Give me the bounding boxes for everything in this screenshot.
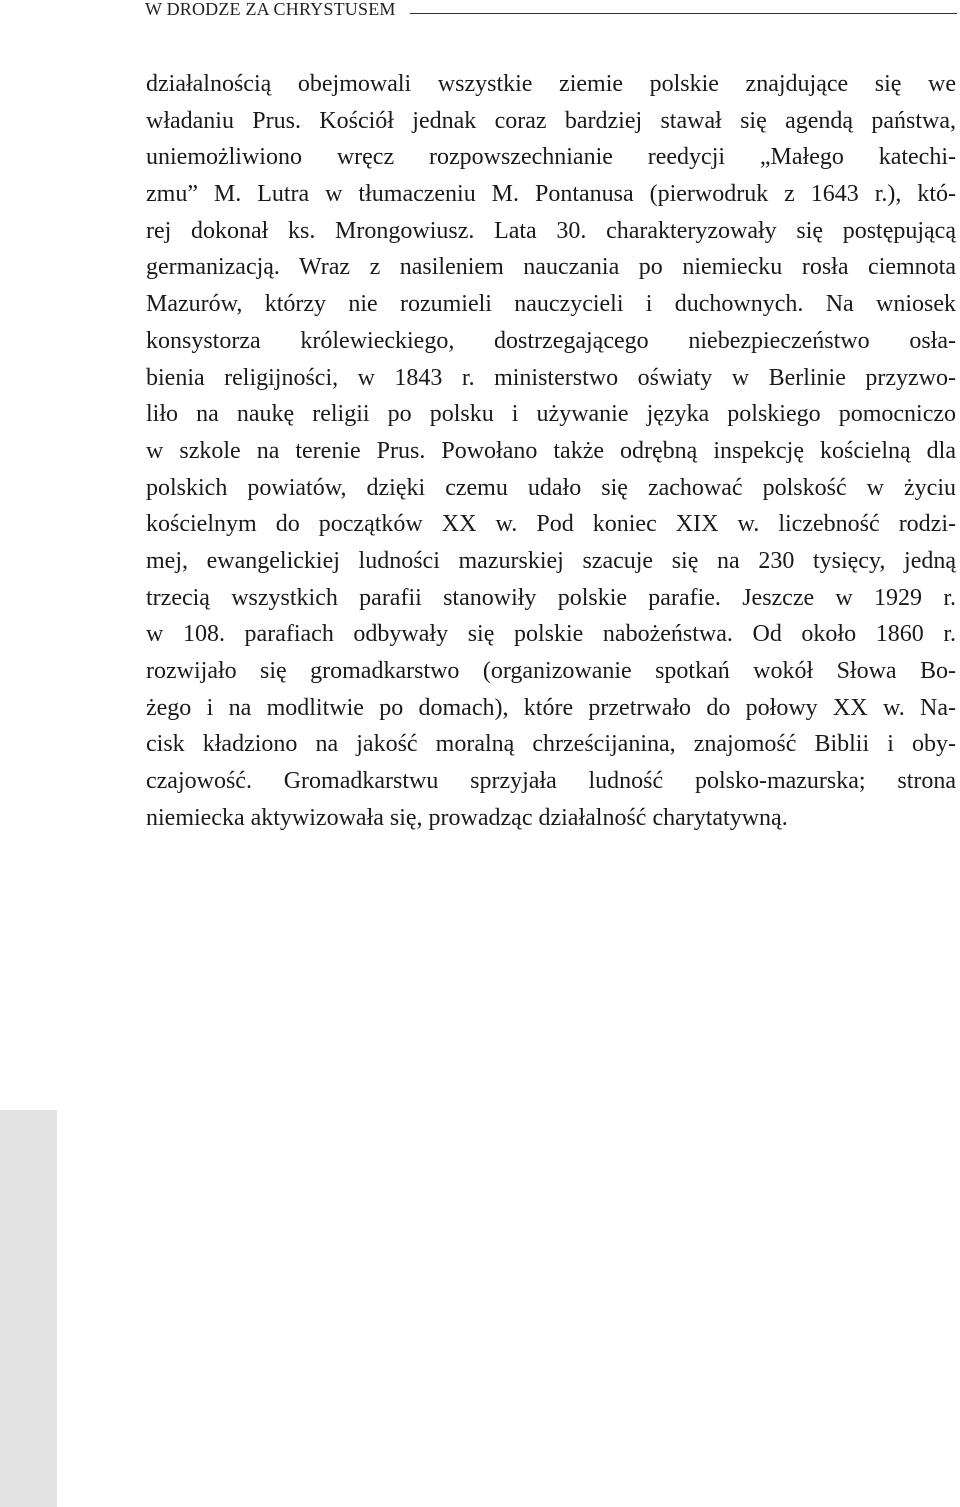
text-line: cisk kładziono na jakość moralną chrześcijanina, znajomość Biblii i oby- bbox=[146, 731, 956, 758]
page-edge-tab bbox=[0, 1110, 57, 1507]
text-line: władaniu Prus. Kościół jednak coraz bardziej stawał się agendą państwa, bbox=[146, 107, 956, 134]
body-paragraph bbox=[146, 66, 956, 836]
text-line: konsystorza królewieckiego, dostrzegającego niebezpieczeństwo osła- bbox=[146, 327, 956, 354]
text-line: polskich powiatów, dzięki czemu udało się zachować polskość w życiu bbox=[146, 474, 956, 501]
header-rule bbox=[410, 13, 957, 14]
text-line: trzecią wszystkich parafii stanowiły polskie parafie. Jeszcze w 1929 r. bbox=[146, 584, 956, 611]
running-header bbox=[145, 0, 957, 20]
text-line: Mazurów, którzy nie rozumieli nauczycieli i duchownych. Na wniosek bbox=[146, 291, 956, 318]
text-line: działalnością obejmowali wszystkie ziemie polskie znajdujące się we bbox=[146, 71, 956, 97]
text-line-last: niemiecka aktywizowała się, prowadząc działalność charytatywną. bbox=[146, 804, 788, 831]
text-line: rej dokonał ks. Mrongowiusz. Lata 30. charakteryzowały się postępującą bbox=[146, 217, 956, 244]
text-line: zmu” M. Lutra w tłumaczeniu M. Pontanusa (pierwodruk z 1643 r.), któ- bbox=[146, 181, 956, 208]
text-line: germanizacją. Wraz z nasileniem nauczania po niemiecku rosła ciemnota bbox=[146, 254, 956, 281]
text-line: liło na naukę religii po polsku i używanie języka polskiego pomocniczo bbox=[146, 401, 956, 428]
text-line: żego i na modlitwie po domach), które przetrwało do połowy XX w. Na- bbox=[146, 694, 956, 721]
text-line: w szkole na terenie Prus. Powołano także odrębną inspekcję kościelną dla bbox=[146, 437, 956, 464]
text-line: czajowość. Gromadkarstwu sprzyjała ludność polsko-mazurska; strona bbox=[146, 768, 956, 795]
text-line: bienia religijności, w 1843 r. ministerstwo oświaty w Berlinie przyzwo- bbox=[146, 364, 956, 391]
text-line: uniemożliwiono wręcz rozpowszechnianie reedycji „Małego katechi- bbox=[146, 144, 956, 171]
text-line: w 108. parafiach odbywały się polskie nabożeństwa. Od około 1860 r. bbox=[146, 621, 956, 648]
running-title: W DRODZE ZA CHRYSTUSEM bbox=[145, 0, 396, 19]
text-line: mej, ewangelickiej ludności mazurskiej szacuje się na 230 tysięcy, jedną bbox=[146, 547, 956, 574]
text-line: kościelnym do początków XX w. Pod koniec XIX w. liczebność rodzi- bbox=[146, 511, 956, 538]
text-line: rozwijało się gromadkarstwo (organizowanie spotkań wokół Słowa Bo- bbox=[146, 658, 956, 684]
